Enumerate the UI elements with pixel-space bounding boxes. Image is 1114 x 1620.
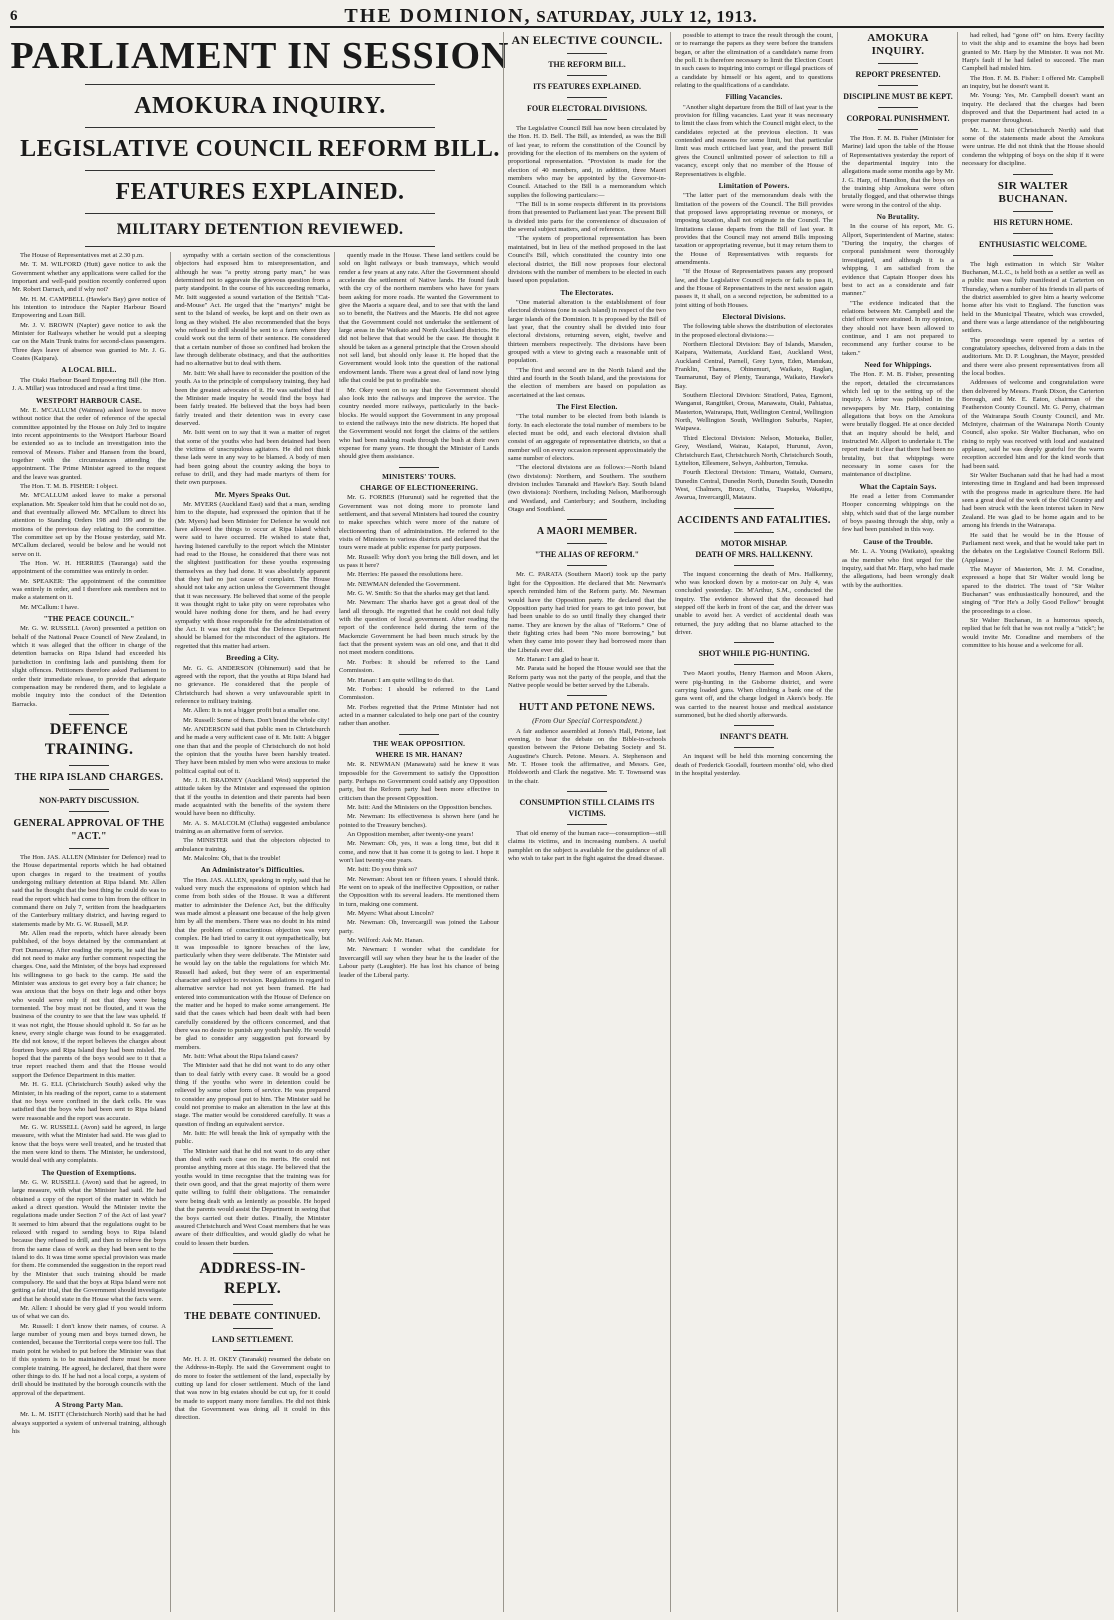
paragraph: sympathy with a certain section of the conscientious objectors had exposed him to misrepresentation, and although he was "a pretty strong party man," he was determined not to aggravate the grievous question from a party standpoint. In the course of his succeeding remarks, Mr. Isitt suggested a sound variation of the British "Cat-and-Mouse" Act. He urged that the "martyrs" might be sent to the Island of weeks, be kept and on their own as long as they wished. He also recommended that the boys who refused to drill should be sent to a farm where they could work out the term of their sentence. He considered that a certain number of those so confined had broken the law through deliberate obstinacy, and that the authorities had no alternative but to deal with them. <box>175 252 330 368</box>
paragraph: The inquest concerning the death of Mrs. Hallkenny, who was knocked down by a motor-car on July 4, was concluded yesterday. Dr. M'Arthur, S.M., conducted the inquiry. The evidence showed that the deceased had stepped off the kerb in front of the car, and the driver was unable to avoid her. A verdict of accidental death was returned, the jury adding that no blame attached to the driver. <box>675 570 833 636</box>
paragraph: Mr. Forbes: It should be referred to the Land Commission. <box>339 658 499 675</box>
paragraph: Mr. Wilford: Ask Mr. Hanan. <box>347 937 424 945</box>
subhead-where-hanan: WHERE IS MR. HANAN? <box>375 750 463 759</box>
paragraph: Mr. Russell: I don't know their names, of course. A large number of young men and boys turned down, he contended, because the Territorial corps were too full. The main point he wished to put before the Minister was that if this system is to be maintained there must be more complete training. He agreed, he declared, that there were other things to do. If he had not a local corps, a system of drill should be instituted by the borough councils with the approval of the department. <box>12 1322 166 1397</box>
column-1 <box>12 252 166 1612</box>
headline-consumption: CONSUMPTION STILL CLAIMS ITS VICTIMS. <box>519 798 655 819</box>
headline-maori-member: A MAORI MEMBER. <box>536 526 638 538</box>
subhead-weak-opposition: THE WEAK OPPOSITION. <box>372 739 466 748</box>
paragraph: Mr. Young: Yes, Mr. Campbell doesn't want an inquiry. He declared that the charges had been disproved and that the Department had acted in a proper manner throughout. <box>962 92 1104 125</box>
headline-features: FEATURES EXPLAINED. <box>115 179 405 205</box>
paragraph: Mr. L. M. Isitt (Christchurch North) said that some of the statements made about the Amokura were untrue. He did not think that the House should condemn the whipping of boys on the ship if it were necessary for discipline. <box>962 126 1104 168</box>
paragraph: Mr. G. G. ANDERSON (Ohinemuri) said that he agreed with the report, that the youths at Ripa Island had no grievance. He considered that the people of Christchurch had shown a very unfavourable spirit in reference to military training. <box>175 664 330 705</box>
masthead <box>10 6 1104 28</box>
paragraph: The Hon. F. M. B. Fisher: I offered Mr. Campbell an inquiry, but he doesn't want it. <box>962 74 1104 91</box>
paragraph: Mr. H. M. CAMPBELL (Hawke's Bay) gave notice of his intention to introduce the Napier Harbour Board Empowering and Loan Bill. <box>12 295 166 320</box>
paragraph: Mr. Malcolm: Oh, that is the trouble! <box>183 855 281 863</box>
headline-sir-walter-buchanan: SIR WALTER BUCHANAN. <box>997 179 1069 205</box>
paragraph: The Otaki Harbour Board Empowering Bill (the Hon. J. A. Millar) was introduced and read a first time. <box>12 376 166 393</box>
paragraph: "The first and second are in the North Island and the third and fourth in the South Island, and the provisions for the election of members are based on population as ascertained at the last census. <box>508 366 666 399</box>
paragraph: Mr. Isitt: What about the Ripa Island cases? <box>183 1052 299 1060</box>
paragraph: Mr. M'Callum: I have. <box>20 603 79 611</box>
headline-report-presented: REPORT PRESENTED. <box>855 70 941 79</box>
paragraph: Mr. H. J. H. OKEY (Taranaki) resumed the debate on the Address-in-Reply. He said the Government ought to do more to foster the settlement of the land, especially by cutting up land for closer settlement. Much of the land that was now in big estates should be cut up, for it could be made to support many more families. He did not think that the Government was doing all it could in this direction. <box>175 1355 330 1422</box>
paragraph: Southern Electoral Division: Stratford, Patea, Egmont, Wanganui, Rangitikei, Oroua, Manawatu, Otaki, Pahiatua, Masterton, Wairarapa, Hutt, Wellington Central, Wellington North, Wellington South, Wellington Suburbs, Napier, Waipawa. <box>675 392 833 433</box>
paragraph: The Hon. F. M. B. Fisher, presenting the report, detailed the circumstances which led up to the setting up of the inquiry. A letter was published in the newspapers by Mr. Harp, containing allegations that boys on the Amokura were brutally flogged. He at once decided that an inquiry should be held, and instructed Mr. Allport to undertake it. The report made it clear that there had been no brutality, but that whippings were necessary in some cases for the maintenance of discipline. <box>842 371 954 479</box>
paragraph: The Legislative Council Bill has now been circulated by the Hon. H. D. Bell. The Bill, as intended, as was the Bill of last year, to reform the constitution of the Council by providing for the election of its members on the system of proportional representation. "Provision is made for the election of 40 members, and, in addition, three Maori members who may be appointed by the Governor-in-Council. Attached to the Bill is a memorandum which supplies the following particulars:— <box>508 125 666 199</box>
subhead-captain-says: What the Captain Says. <box>859 482 937 491</box>
subhead-strong-party-man: A Strong Party Man. <box>55 1400 123 1409</box>
column-5 <box>675 32 833 1612</box>
paragraph: Mr. Herries: He passed the resolutions here. <box>347 571 463 579</box>
paragraph: Mr. G. W. Smith: So that the sharks may get that land. <box>347 590 490 598</box>
paragraph: Mr. L. M. ISITT (Christchurch North) said that he had always supported a system of universal training, although his <box>12 1411 166 1435</box>
subhead-filling-vacancies: Filling Vacancies. <box>725 93 783 102</box>
subhead-breeding-city: Breeding a City. <box>226 654 279 663</box>
paragraph: Two Maori youths, Henry Harmon and Moon Akers, were pig-hunting in the Gisborne district, and were carrying loaded guns. When climbing a bank one of the guns went off, and the charge lodged in Akers's body. He was carried to the nearest house and medical assistance summoned, but he died shortly afterwards. <box>675 670 833 720</box>
paragraph: "If the House of Representatives passes any proposed law, and the Legislative Council rejects or fails to pass it, and the House of Representatives in the next session again passes it, it shall, on a second rejection, be submitted to a joint sitting of both Houses. <box>675 268 833 309</box>
paragraph: "The latter part of the memorandum deals with the limitation of the powers of the Council. The Bill provides that proposed laws appropriating revenue or moneys, or imposing taxation, shall not originate in the Council. The limitations clause departs from the Bill of last year. It provides that the Council may not amend Bills imposing taxation or appropriating revenue, but it may return them to the House of Representatives with requests for amendments. <box>675 192 833 266</box>
paragraph: Mr. E. M'CALLUM (Waimea) asked leave to move without notice that the order of reference of the special committee appointed by the House on July 3rd to inquire into recent appointments to the Westport Harbour Board be extended so as to include an investigation into the removal of Messrs. Fisher and Hansen from the board, together with the circumstances attending the appointment. The Prime Minister agreed to the request and the leave was granted. <box>12 406 166 481</box>
subhead-limitation-powers: Limitation of Powers. <box>718 181 790 190</box>
paragraph: The following table shows the distribution of electorates in the proposed electoral divisions:— <box>675 323 833 339</box>
column-6 <box>842 32 954 1612</box>
subhead-peace-council: "THE PEACE COUNCIL." <box>43 615 135 624</box>
paragraph: Fourth Electoral Division: Timaru, Waitaki, Oamaru, Dunedin Central, Dunedin North, Dunedin South, Dunedin West, Chalmers, Bruce, Clutha, Tuapeka, Wakatipu, Awarua, Invercargill, Mataura. <box>675 469 833 502</box>
paragraph: The House of Representatives met at 2.30 p.m. <box>20 252 144 259</box>
paragraph: Mr. L. A. Young (Waikato), speaking as the member who first urged for the inquiry, said that Mr. Harp, who had made the allegations, had been wrongly dealt with by the authorities. <box>842 548 954 589</box>
headline-accidents: ACCIDENTS AND FATALITIES. <box>677 514 831 526</box>
paragraph: "The Bill is in some respects different in its provisions from that presented to Parliament last year. The present Bill is divided into parts for the convenience of discussion of the several subject matters, and of reference. <box>508 201 666 234</box>
paragraph: Mr. Hanan: I am quite willing to do that. <box>347 676 454 684</box>
subhead-ministers-tours: MINISTERS' TOURS. <box>382 472 456 481</box>
paragraph: That old enemy of the human race—consumption—still claims its victims, and in increasing numbers. A useful pamphlet on the subject is available for the guidance of all who wish to take part in the fight against the dread disease. <box>508 830 666 863</box>
paragraph: Mr. Newman: Oh, Invercargill was joined the Labour party. <box>339 919 499 935</box>
paragraph: "The system of proportional representation has been maintained, but in lieu of the method proposed in the last Council's Bill, which constituted the country into one electoral district, the Bill now proposes four electoral divisions with the number of members to be elected in each based upon population. <box>508 235 666 285</box>
headline-alias-reform: "THE ALIAS OF REFORM." <box>534 550 640 560</box>
column-7 <box>962 32 1104 1612</box>
subhead-local-bill: A LOCAL BILL. <box>61 366 117 375</box>
paragraph: Sir Walter Buchanan said that he had had a most interesting time in England and had been impressed with the progress made in agriculture there. He had seen a great deal of the work of the Old Country and had been struck with the keen interest taken in New Zealand. He was glad to be home again and to be among his friends in the Wairarapa. <box>962 472 1104 530</box>
subhead-cause-trouble: Cause of the Trouble. <box>863 537 933 546</box>
paragraph: Mr. Isitt: We shall have to reconsider the position of the youth. As to the principle of compulsory training, they had been the greatest advocates of it. He was satisfied that if the Minister made inquiry he would find the boys had been fairly treated. He believed that the boys had been fairly treated and their detention was in every case deserved. <box>175 369 330 427</box>
paragraph: Addresses of welcome and congratulation were then delivered by Messrs. Frank Dixon, the Carterton Borough, and Mr. E. Eaton, chairman of the Featherston County Council. Mr. G. Perry, chairman of the Wairarapa South County Council, and Mr. McIntyre, chairman of the Wairarapa North County Council, also spoke. Sir Walter Buchanan, who on rising to reply was received with loud and sustained applause, said he was deeply grateful for the warm reception accorded him and for the kind words that had been said. <box>962 379 1104 470</box>
headline-land-settlement: LAND SETTLEMENT. <box>211 1334 294 1344</box>
paragraph: Mr. Hanan: I am glad to hear it. <box>516 655 600 663</box>
headline-parliament: PARLIAMENT IN SESSION <box>10 35 510 77</box>
headline-motor-mishap: MOTOR MISHAP. <box>720 538 788 548</box>
paragraph: quently made in the House. These land settlers could be sold on light railways or bush tramways, which would render a few years at any rate. After the Government should accelerate the settlement of Native lands. He found fault with the cry of the northern members who have for years been asking for more roads. He wanted the Government to give the Maoris a square deal, and to see that with the land so to benefit, the Natives and the Maoris. He did not agree that the Government could not undertake the settlement of large areas in the Waikato and North Auckland districts. He did not believe that that would be the case. He thought it should be taken as a general principle that the Crown should not sell land, but should only lease it. He hoped that the Government would look into the question of the national endowment lands. There was a great deal of land now lying idle that could be put to profitable use. <box>339 252 499 385</box>
paragraph: Northern Electoral Division: Bay of Islands, Marsden, Kaipara, Waitemata, Auckland East, Auckland West, Auckland Central, Parnell, Grey Lynn, Eden, Manukau, Franklin, Thames, Ohinemuri, Waikato, Raglan, Taumarunui, Bay of Plenty, Tauranga, Waikato, Hawke's Bay. <box>675 341 833 390</box>
page-number: 6 <box>10 7 18 24</box>
paragraph: Mr. Isitt: He will break the link of sympathy with the public. <box>175 1130 330 1146</box>
paragraph: The Mayor of Masterton, Mr. J. M. Coradine, expressed a hope that Sir Walter would long be spared to the district. The toast of "Sir Walter Buchanan" was enthusiastically honoured, and the singing of "For He's a Jolly Good Fellow" brought the proceedings to a close. <box>962 565 1104 615</box>
paragraph: The Hon. JAS. ALLEN, speaking in reply, said that he valued very much the expressions of opinion which had come from both sides of the House. It was a different matter to administer the Defence Act, but the difficulty was made almost a pleasant one because of the help given him by all the members. There was no doubt in his mind that the problem of conscientious objection was very complex. He had tried to carry it out sympathetically, but it was impossible to ignore breaches of the law, particularly when they were deliberate. The Minister said he would lay on the table the regulations for which Mr. Russell had asked, but they were of an experimental character and subject to revision. Regulations in regard to alternative service had not yet been framed. He had entered into communication with the House of Defence on the matter and he hoped to make some arrangement. He said that the cases which had been dealt with had been carefully considered by the officers concerned, and that there was no desire to punish any youth harshly. He would be glad to consider any suggestion put forward by members. <box>175 876 330 1051</box>
paragraph: Mr. Newman: About ten or fifteen years. I should think. He went on to speak of the ineffective Opposition, or rather the Opposition with its several leaders. He mentioned them in turn, making one comment. <box>339 875 499 908</box>
column-4 <box>508 32 666 1612</box>
paragraph: Mr. G. W. RUSSELL (Avon) said he agreed, in large measure, with what the Minister had said. He was glad to know that the boys were well treated, and he trusted that the men were kind to them. The Minister, he understood, would deal with any complaints. <box>12 1123 166 1165</box>
paragraph: Mr. R. NEWMAN (Manawatu) said he knew it was impossible for the Government to satisfy the Opposition party. Perhaps no Government could satisfy any Opposition party, but the Reform party had been more effective in criticism than the present Opposition. <box>339 761 499 802</box>
newspaper-title: THE DOMINION, <box>344 4 532 27</box>
paragraph: Mr. H. G. ELL (Christchurch South) asked why the Minister, in his reading of the report, came to a statement that no boys were confined in the dark cells. He was satisfied that the boys who had been sent to Ripa Island were reasonable and the report was accurate. <box>12 1081 166 1122</box>
subhead-myers: Mr. Myers Speaks Out. <box>214 490 291 499</box>
paragraph: Mr. Newman: I wonder what the candidate for Invercargill will say when they hear he is the leader of the Labour party (Laughter). He has lost his chance of being leader of the Liberal party. <box>339 946 499 979</box>
headline-infant-death: INFANT'S DEATH. <box>719 732 789 742</box>
paragraph: Mr. Isitt: And the Ministers on the Opposition benches. <box>347 803 493 811</box>
paragraph: The proceedings were opened by a series of congratulatory speeches, delivered from a dais in the auditorium. Mr. D. P. Loughnan, the Mayor, presided and there were also present representatives from all the local bodies. <box>962 336 1104 377</box>
issue-date: SATURDAY, JULY 12, 1913. <box>536 6 758 26</box>
headline-its-features: ITS FEATURES EXPLAINED. <box>532 82 642 91</box>
paragraph: The Minister said that he did not want to do any other than deal with each case on its merits. He could not promise anything more at this stage. He believed that the youths would in time recognise that the training was for their own good, and that the great majority of them were quite willing to fulfil their obligations. The remainder were being dealt with as leniently as possible. He hoped that the parents would assist the Department in seeing that the boys carried out their duties. Finally, the Minister assured Christchurch and West Coast members that he was aware of their difficulties, and would gladly do what he could to lessen their burden. <box>175 1147 330 1247</box>
paragraph: Mr. Okey went on to say that the Government should also look into the railways and improve the service. The country needed more railways, particularly in the back-blocks. He would support the Government in any proposal to extend the railways into the new districts. He hoped that the Government would not forget the claims of the settlers who had been making roads through the bush at their own expense for many years. He thought the Minister of Lands should give them assistance. <box>339 386 499 461</box>
paragraph: Mr. Russell: Some of them. Don't brand the whole city! <box>183 716 330 724</box>
paragraph: Mr. MYERS (Auckland East) said that a man, sending him to the dispute, had expressed the opinion that if he (Mr. Myers) had been Minister for Defence he would not have allowed the things to occur at Ripa Island which were said to have occurred. He wished to state that, having listened carefully to the report which the Minister had read to the House, he considered that there was not the slightest justification for these youths expressing themselves as they had done. It was absolutely apparent that they had no just cause of complaint. The House should not take any action unless the Government thought that it was necessary. He believed that some of the people it was thought right to take pity on were reprobates who would have nothing done for them, and he had every sympathy with those responsible for the administration of the Act. It was not right that the Defence Department should be blamed for the misconduct of the agitators. He regretted that this matter had arisen. <box>175 500 330 650</box>
paragraph: Mr. G. W. RUSSELL (Avon) presented a petition on behalf of the National Peace Council of New Zealand, in which it was alleged that the officer in charge of the detention barracks on Ripa Island had exceeded his jurisdiction in confining lads and punishing them for slight offences. Petitioners therefore asked Parliament to order their immediate release, to provide that adequate compensation may be rendered them, and to legislate a mobile inquiry into the conduct of the Detention Barracks. <box>12 625 166 708</box>
subhead-need-whippings: Need for Whippings. <box>864 360 932 369</box>
headline-return-home: HIS RETURN HOME. <box>993 217 1073 227</box>
headline-amokura-inquiry: AMOKURA INQUIRY. <box>867 32 929 57</box>
headline-debate-continued: THE DEBATE CONTINUED. <box>184 1310 321 1322</box>
paragraph: The Hon. T. M. B. FISHER: I object. <box>20 482 118 490</box>
paragraph: Mr. T. M. WILFORD (Hutt) gave notice to ask the Government whether any applications were called for the important and well-paid position recently conferred upon Mr. Robert Darrach, and if why not? <box>12 261 166 294</box>
headline-shot-pig-hunting: SHOT WHILE PIG-HUNTING. <box>698 649 810 659</box>
paragraph: "The electoral divisions are as follows:—North Island (two divisions): Northern, and Southern. The southern division includes Taranaki and Hawke's Bay. South Island (two divisions): Northern, including Nelson, Marlborough and Westland, and Canterbury; and Southern, including Otago and Southland. <box>508 464 666 514</box>
paragraph: Mr. Allen: It is not a bigger profit but a smaller one. <box>183 707 320 715</box>
paragraph: An Opposition member, after twenty-one years! <box>347 831 474 838</box>
paragraph: In the course of his report, Mr. G. Allport, Superintendent of Marine, states: "During the inquiry, the charges of corporal punishment were thoroughly investigated, and although it is a whipping, I am satisfied from the evidence that Captain Hooper does his best to act as a considerate and fair manner." <box>842 223 954 298</box>
paragraph: Mr. Forbes: I should be referred to the Land Commission. <box>339 685 499 702</box>
paragraph: "Another slight departure from the Bill of last year is the provision for filling vacancies. Last year it was necessary to limit the class from which the Council might elect, to the candidates rejected at the previous election. It was contended and reasons for some limit, but that particular limit was much criticised last year, and the present Bill gives the Council unlimited power of selection to fill a vacancy, except only that no member of the House of Representatives is eligible. <box>675 103 833 178</box>
headline-reform-bill: THE REFORM BILL. <box>548 60 626 69</box>
headline-military-detention: MILITARY DETENTION REVIEWED. <box>116 221 404 238</box>
paragraph: Mr. Newman: Oh, yes, it was a long time, but did it come, and now that it has come it is going to last. I hope it won't last twenty-one years. <box>339 840 499 865</box>
headline-corporal-punishment: CORPORAL PUNISHMENT. <box>846 114 950 123</box>
paragraph: Mr. Forbes regretted that the Prime Minister had not acted in a manner calculated to help one part of the country rather than another. <box>339 703 499 728</box>
paragraph: Sir Walter Buchanan, in a humorous speech, replied that he felt that he was not really a "stick"; he would invite Mr. Coradine and members of the committee to his house and a welcome for all. <box>962 616 1104 649</box>
headline-death-hallkenny: DEATH OF MRS. HALLKENNY. <box>695 549 813 559</box>
headline-defence-training: DEFENCE TRAINING. <box>44 720 134 758</box>
headline-ripa-charges: THE RIPA ISLAND CHARGES. <box>14 771 164 783</box>
paragraph: Mr. Allen read the reports, which have already been published, of the boys detained by the commandant at Fort Dumaresq. After reading the reports, he said that he did not need to make any further comment respecting the charges. One, said the Minister, of the boys had expressed his willingness to go back to the camp. He said the Minister was anxious to get every boy a fair chance; he was anxious that the boys on their legs and other boys who would serve only if not that they were being tormented. The boy must not be flouted, and it was the business of the country to see that the law was upheld. If it was not right, the House should uphold it. So far as he knew, every single charge was found to be exaggerated. He did not know, if the report believes the charges about fourteen boys and Ripa Island they had been misled. He hoped that the parents of the boys would see to it that a true report reached them and that the House would support the Defence Department in this matter. <box>12 929 166 1079</box>
byline-special-correspondent: (From Our Special Correspondent.) <box>532 717 642 726</box>
paragraph: The MINISTER said that the objectors objected to ambulance training. <box>175 837 330 853</box>
paragraph: The Hon. F. M. B. Fisher (Minister for Marine) laid upon the table of the House of Representatives yesterday the report of the departmental inquiry into the allegations made some months ago by Mr. J. G. Harp, of Hamilton, that the boys on the training ship Amokura were often brutally flogged, and that otherwise things were wrong in the control of the ship. <box>842 135 954 209</box>
paragraph: Mr. Myers: What about Lincoln? <box>347 910 434 918</box>
headline-amokura: AMOKURA INQUIRY. <box>134 93 386 119</box>
headline-general-approval: GENERAL APPROVAL OF THE "ACT." <box>13 817 165 842</box>
column-3 <box>339 252 499 1612</box>
headline-discipline: DISCIPLINE MUST BE KEPT. <box>843 92 953 101</box>
paragraph: Mr. M'CALLUM asked leave to make a personal explanation. Mr. Speaker told him that he could not do so, and that eventually allowed Mr. M'Callum to direct his attention to Standing Orders 198 and 199 and to the motions of the previous day relating to the committee. The committee set up by the House yesterday, said Mr. M'Callum declared, would be below and he would not serve on it. <box>12 492 166 558</box>
paragraph: Third Electoral Division: Nelson, Motueka, Buller, Grey, Westland, Wairau, Kaiapoi, Hurunui, Avon, Christchurch East, Christchurch North, Christchurch South, Lyttelton, Ellesmere, Selwyn, Ashburton, Temuka. <box>675 434 833 467</box>
subhead-electoral-divisions: Electoral Divisions. <box>722 313 786 321</box>
subhead-exemptions: The Question of Exemptions. <box>41 1168 137 1177</box>
paragraph: Mr. Allen: I should be very glad if you would inform us of what we can do. <box>12 1305 166 1321</box>
headline-four-divisions: FOUR ELECTORAL DIVISIONS. <box>526 104 648 113</box>
paragraph: Mr. NEWMAN defended the Government. <box>347 580 461 588</box>
paragraph: A fair audience assembled at Jones's Hall, Petone, last evening, to hear the debate on the Bible-in-schools question between the Petone Debating Society and St. Augustine's Church. Petone. Messrs. A. Stephenson and Mr. T. Hosee took the affirmative, and Messrs. Gee, Holdsworth and Clark the negative. Mr. T. Townsend was in the chair. <box>508 727 666 785</box>
newspaper-title-line <box>344 5 757 28</box>
paragraph: The Minister said that he did not want to do any other than to deal fairly with every case. It would be a good thing if the youths who were in detention could be relieved by some other form of service. He was prepared to consider any proposal put to him. The Minister said he could not promise to make an alteration in the law at this stage. The matter would be considered carefully. It was a question of finding an equivalent service. <box>175 1062 330 1128</box>
paragraph: Mr. SPEAKER: The appointment of the committee was entirely in order, and I therefore ask members not to make a statement on it. <box>12 577 166 602</box>
paragraph: He said that he would be in the House of Parliament next week, and that he would take part in the debates on the Legislative Council Reform Bill. (Applause.) <box>962 531 1104 564</box>
paragraph: had relied, had "gone off" on him. Every facility to visit the ship and to examine the boys had been granted to Mr. Harp by the Minister. It was not Mr. Harp's fault if he had failed to succeed. The man Campbell had misled him. <box>962 32 1104 73</box>
paragraph: Mr. J. H. BRADNEY (Auckland West) supported the attitude taken by the Minister and expressed the opinion that if the youths in detention and their parents had been made acquainted with the benefits of the system there would have been no difficulty. <box>175 776 330 818</box>
column-2 <box>175 252 330 1612</box>
paragraph: "The evidence indicated that the relations between Mr. Campbell and the chief officer were strained. In my opinion, they should not have been allowed to continue, and I am not prepared to recommend any further course to be taken." <box>842 299 954 357</box>
paragraph: Mr. J. V. BROWN (Napier) gave notice to ask the Minister for Railways whether he would put a sleeping car on the Main Trunk trains for second-class passengers. Three days leave of absence was granted to Mr. J. G. Coates (Kaipara). <box>12 321 166 363</box>
paragraph: Mr. G. W. RUSSELL (Avon) said that he agreed, in large measure, with what the Minister had said. He had obtained a copy of the report of the matter in which he asked a direct question. Would the Minister invite the regulations made under Section 7 of the Act of last year? It seemed to him absurd that the regulations ought to be relaxed with regard to sending boys to Ripa Island because they refused to drill, and then to relieve the boys from the same class of work as they had been sent to the island to do. It was time some special provision was made for them. He commended the suggestion in the report read by the Minister that such training should be made compulsory. He said that the boys at Ripa Island were not getting a fair trial, that the Government should investigate and that he should state in the House what the facts were. <box>12 1178 166 1303</box>
paragraph: Mr. ANDERSON said that public men in Christchurch and he made a very sufficient case of it. Mr. Isitt: A bigger one than that and the people of Christchurch do not hold the opinion that the youths have been harshly treated. They have been misled by men who were anxious to make political capital out of it. <box>175 725 330 775</box>
headline-non-party: NON-PARTY DISCUSSION. <box>39 795 139 805</box>
paragraph: Mr. Isitt: Do you think so? <box>347 866 417 874</box>
paragraph: "The total number to be elected from both islands is forty. In each electorate the total number of members to be elected must be odd, and each electoral division shall consist of an aggregate of representative districts, so that a member will on every occasion represent approximately the same number of electors. <box>508 413 666 463</box>
headline-enthusiastic-welcome: ENTHUSIASTIC WELCOME. <box>979 239 1087 249</box>
subhead-electioneering: CHARGE OF ELECTIONEERING. <box>360 483 478 492</box>
paragraph: Mr. Isitt went on to say that it was a matter of regret that some of the youths who had been detained had been the victims of unscrupulous agitators. He did not think these lads were in any way to be blamed. A body of men had been going about the country asking the boys to refuse to drill, and they had made martyrs of them for their own purposes. <box>175 429 330 487</box>
headline-address-in-reply: ADDRESS-IN-REPLY. <box>199 1259 306 1297</box>
paragraph: An inquest will be held this morning concerning the death of Frederick Goodall, fourteen months' old, who died in the hospital yesterday. <box>675 753 833 778</box>
paragraph: possible to attempt to trace the result through the count, or to rearrange the papers as they were before the transfers began, or after the elimination of a candidate's name from the poll. It is therefore necessary to limit the Election Court in such cases to inquiring into corrupt or illegal practices of a candidate by himself or his agent, and to questions relating to the qualifications of a candidate. <box>675 32 833 90</box>
paragraph: Mr. C. PARATA (Southern Maori) took up the party light for the Opposition. He declared that Mr. Newman's speech reminded him of the Reform party. Mr. Newman would have the Opposition party. He declared that the Opposition party had tried for years to get into power, but had been unable to do so until finally they changed their name. They are known by the alias of "Reform." One of their fighting cries had been "No more borrowing," but when they came into power they had borrowed more than the Liberals ever did. <box>508 571 666 654</box>
paragraph: Mr. Russell: Why don't you bring the Bill down, and let us pass it here? <box>339 553 499 570</box>
headline-hutt-petone: HUTT AND PETONE NEWS. <box>519 702 655 714</box>
headline-elective-council: AN ELECTIVE COUNCIL. <box>511 33 663 47</box>
subhead-electorates: The Electorates. <box>560 288 614 297</box>
paragraph: The Hon. W. H. HERRIES (Tauranga) said the appointment of the committee was entirely in order. <box>12 560 166 576</box>
subhead-westport: WESTPORT HARBOUR CASE. <box>35 396 143 405</box>
subhead-first-election: The First Election. <box>556 403 618 411</box>
paragraph: He read a letter from Commander Hooper concerning whippings on the ship, which said that of the large number of boys passing through the ship, only a few had been punished in this way. <box>842 493 954 534</box>
paragraph: Mr. Newman: Its effectiveness is shown here (and he pointed to the Treasury benches). <box>339 813 499 829</box>
paragraph: Mr. G. FORBES (Hurunui) said he regretted that the Government was not doing more to promote land settlement, and that several Ministers had toured the country to make speeches which were more of the nature of electioneering than of administration. He referred to the visits of Ministers to various districts and declared that the tours were made at public expense for party purposes. <box>339 494 499 552</box>
paragraph: The high estimation in which Sir Walter Buchanan, M.L.C., is held both as a settler as well as a public man was fully manifested at Carterton on Thursday, when a number of his friends in all parts of the district assembled to give him a hearty welcome home after his visit to England. The function was held in the Municipal Theatre, which was crowded, and there was a large attendance of the neighbouring settlers. <box>962 260 1104 335</box>
parliament-story-header <box>10 34 510 253</box>
subhead-no-brutality: No Brutality. <box>876 213 920 222</box>
paragraph: The Hon. JAS. ALLEN (Minister for Defence) read to the House departmental reports which he had obtained upon charges in regard to the treatment of youths undergoing military detention at Ripa Island. Mr. Allen said that he thought that the best thing he could do was to read the report which had come to him from the officer in command there on July 7, written from the headquarters of the Canterbury military district, and having regard to statements made by Mr. G. W. Russell, M.P. <box>12 853 166 928</box>
paragraph: Mr. Parata said he hoped the House would see that the Reform party was not the party of the people, and that the Native people would be better served by the Liberals. <box>508 665 666 689</box>
paragraph: "One material alteration is the establishment of four electoral divisions (one in each island) in respect of the two larger islands of the Dominion. It is proposed by the Bill of last year, that the country shall be divided into four electoral divisions, returning seven, eight, twelve and thirteen members respectively. The divisions have been grouped with a view to giving each a reasonable unit of population. <box>508 298 666 365</box>
paragraph: Mr. Newman: The sharks have got a great deal of the land all through. He regretted that he could not deal fully with the question of local government. After reading the report of the conference held during the term of the Mackenzie Government he had been much struck by the fact that the present system was an old one, and that it did not meet modern conditions. <box>339 599 499 657</box>
paragraph: Mr. A. S. MALCOLM (Clutha) suggested ambulance training as an alternative form of service. <box>175 819 330 836</box>
headline-council-reform: LEGISLATIVE COUNCIL REFORM BILL. <box>20 136 500 162</box>
subhead-administrator: An Administrator's Difficulties. <box>200 866 305 875</box>
